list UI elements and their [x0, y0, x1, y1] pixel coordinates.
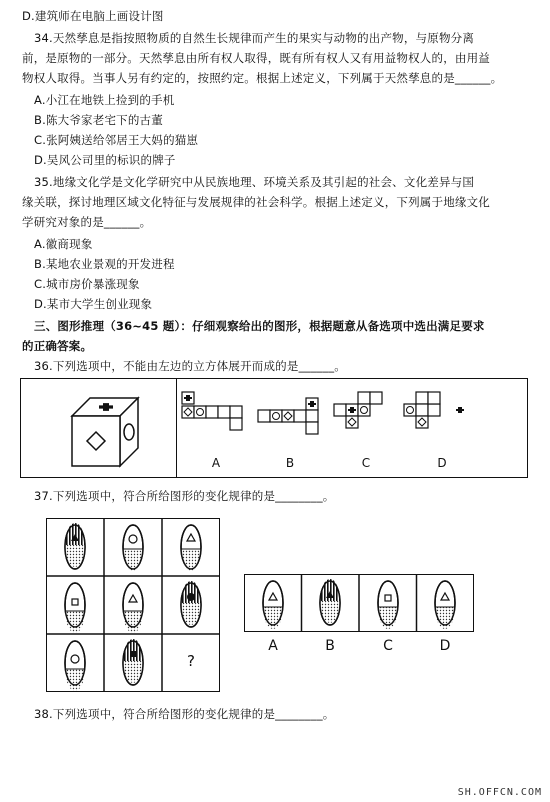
- q36-figure-divider: [176, 378, 178, 478]
- line-q34-stem-2: 前，是原物的一部分。天然孳息由所有权人取得，既有所有权人又有用益物权人的，由用益: [22, 51, 490, 65]
- q36-option-c-net: [334, 392, 404, 447]
- q37-option-d-label: D: [439, 638, 451, 654]
- line-q34-stem-3: 物权人取得。当事人另有约定的，按照约定。根据上述定义，下列属于天然孳息的是______。: [22, 71, 503, 85]
- line-q35-stem-2: 缘关联，探讨地理区域文化特征与发展规律的社会科学。根据上述定义，下列属于地缘文化: [22, 195, 490, 209]
- site-watermark: SH.OFFCN.COM: [457, 787, 542, 798]
- q34-option-a: A.小江在地铁上捡到的手机: [34, 93, 175, 107]
- q36-option-b-net: [258, 398, 328, 448]
- q34-option-d: D.吴风公司里的标识的牌子: [34, 153, 176, 167]
- line-q35-stem-3: 学研究对象的是______。: [22, 215, 152, 229]
- q35-option-d: D.某市大学生创业现象: [34, 297, 153, 311]
- q35-option-a: A.徽商现象: [34, 237, 93, 251]
- q36-option-d-net: [404, 392, 474, 447]
- q34-option-b: B.陈大爷家老宅下的古董: [34, 113, 163, 127]
- line-q35-stem-1: 35.地缘文化学是文化学研究中从民族地理、环境关系及其引起的社会、文化差异与国: [34, 175, 475, 189]
- q37-options-figures: [244, 574, 474, 632]
- q36-option-c-label: C: [361, 456, 371, 470]
- section-3-heading-1: 三、图形推理（36~45 题）：仔细观察给出的图形，根据题意从备选项中选出满足要求: [34, 319, 485, 333]
- q37-stem: 37.下列选项中，符合所给图形的变化规律的是________。: [34, 489, 335, 503]
- q36-cube-figure: [60, 388, 150, 473]
- section-3-heading-2: 的正确答案。: [22, 339, 93, 353]
- q36-option-a-net: [182, 392, 252, 447]
- q38-stem: 38.下列选项中，符合所给图形的变化规律的是________。: [34, 707, 335, 721]
- q36-option-a-label: A: [211, 456, 221, 470]
- q36-stem: 36.下列选项中，不能由左边的立方体展开而成的是______。: [34, 359, 346, 373]
- q35-option-b: B.某地农业景观的开发进程: [34, 257, 175, 271]
- line-q33-option-d: D.建筑师在电脑上画设计图: [22, 9, 164, 23]
- q37-option-b-label: B: [325, 638, 335, 654]
- q34-option-c: C.张阿姨送给邻居王大妈的猫崽: [34, 133, 199, 147]
- q36-option-b-label: B: [285, 456, 295, 470]
- q37-option-a-label: A: [268, 638, 278, 654]
- q37-option-c-label: C: [383, 638, 393, 654]
- q35-option-c: C.城市房价暴涨现象: [34, 277, 140, 291]
- q36-option-d-label: D: [437, 456, 447, 470]
- q37-missing-cell-mark: ?: [187, 652, 195, 670]
- line-q34-stem-1: 34.天然孳息是指按照物质的自然生长规律而产生的果实与动物的出产物，与原物分离: [34, 31, 475, 45]
